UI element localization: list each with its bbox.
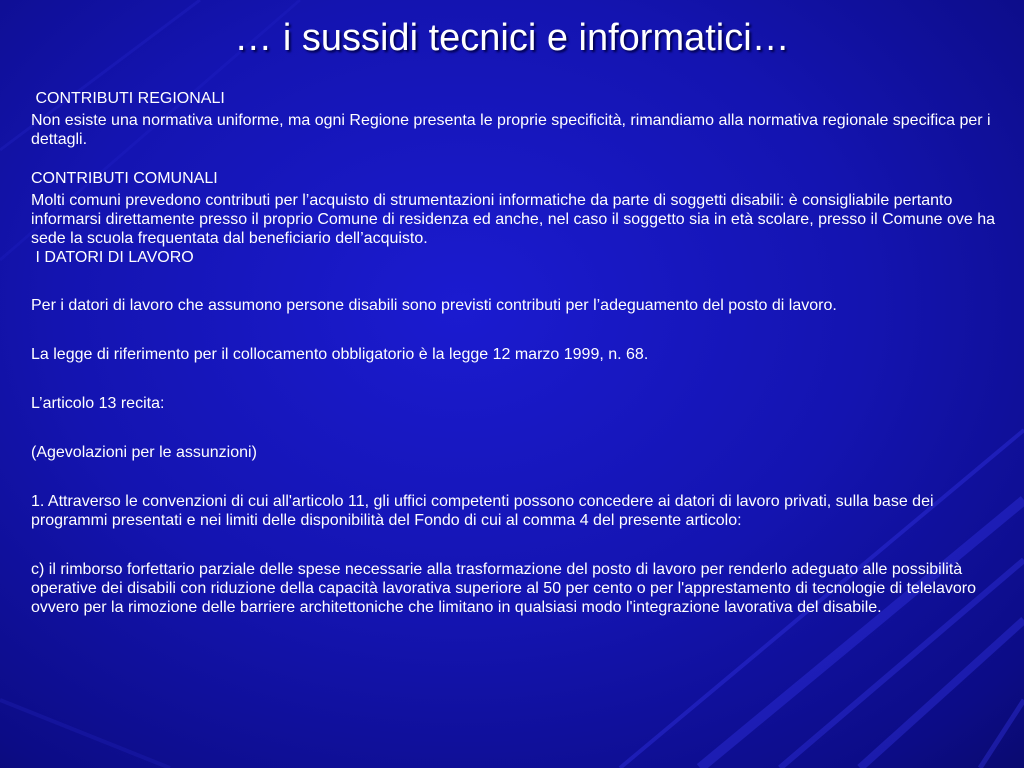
heading-contributi-regionali: CONTRIBUTI REGIONALI: [31, 90, 225, 107]
slide-title: … i sussidi tecnici e informatici…: [234, 17, 790, 59]
paragraph-comma-c: c) il rimborso forfettario parziale delle spese necessarie alla trasformazione del posto di lavoro per renderlo adeguato alle possibilità operative dei disabili con riduzione della capacità lavorativa superiore al 50 per cento o per l'apprestamento di tecnologie di telelavoro ovvero per la rimozione delle barriere architettoniche che limitano in qualsiasi modo l'integrazione lavorativa del disabile.: [31, 561, 981, 616]
paragraph-comma-1: 1. Attraverso le convenzioni di cui all'articolo 11, gli uffici competenti possono concedere ai datori di lavoro privati, sulla base dei programmi presentati e nei limiti delle disponibilità del Fondo di cui al comma 4 del presente articolo:: [31, 493, 938, 529]
paragraph-comunali: Molti comuni prevedono contributi per l’acquisto di strumentazioni informatiche da parte di soggetti disabili: è consigliabile pertanto informarsi direttamente presso il proprio Comune di residenza ed anche, nel caso il soggetto sia in età scolare, presso il Comune ove ha sede la scuola frequentata dal beneficiario dell’acquisto.: [31, 192, 1000, 247]
slide-body: [31, 89, 1001, 617]
heading-contributi-comunali: CONTRIBUTI COMUNALI: [31, 170, 218, 187]
heading-datori-di-lavoro: I DATORI DI LAVORO: [31, 249, 194, 266]
paragraph-datori: Per i datori di lavoro che assumono persone disabili sono previsti contributi per l’adeguamento del posto di lavoro.: [31, 297, 837, 314]
paragraph-agevolazioni: (Agevolazioni per le assunzioni): [31, 444, 257, 461]
paragraph-regionali: Non esiste una normativa uniforme, ma ogni Regione presenta le proprie specificità, rimandiamo alla normativa regionale specifica per i dettagli.: [31, 112, 996, 148]
paragraph-articolo: L’articolo 13 recita:: [31, 395, 165, 412]
paragraph-legge: La legge di riferimento per il collocamento obbligatorio è la legge 12 marzo 1999, n. 68.: [31, 346, 649, 363]
